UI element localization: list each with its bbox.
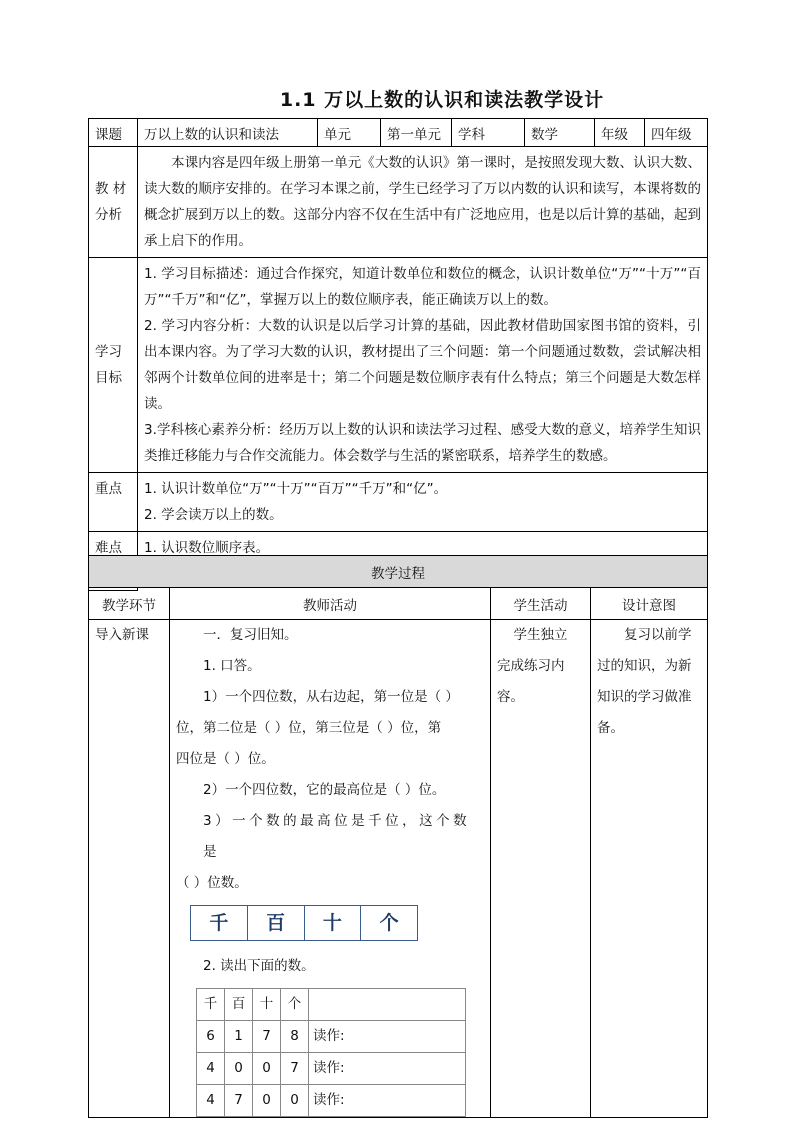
read-table-header	[197, 989, 466, 1021]
unit-label-cell	[318, 119, 381, 147]
teacher-activity-cell	[170, 620, 491, 1118]
intro-row	[89, 620, 708, 1118]
design-intent-cell	[591, 620, 708, 1118]
digit-cell: 4	[197, 1085, 225, 1117]
goals-label-line1: 学习	[95, 344, 122, 360]
goal-item-1: 1. 学习目标描述：通过合作探究，知道计数单位和数位的概念，认识计数单位“万”“十万”“百万”“千万”和“亿”，掌握万以上的数位顺序表，能正确读万以上的数。	[144, 266, 701, 308]
page-title: 1.1 万以上数的认识和读法教学设计	[279, 89, 605, 111]
col-teacher-header: 教师活动	[170, 588, 491, 620]
grade-value-cell	[645, 119, 708, 147]
goals-label-cell	[89, 258, 138, 473]
textbook-analysis-text: 本课内容是四年级上册第一单元《大数的认识》第一课时，是按照发现大数、认识大数、读大数的顺序安排的。在学习本课之前，学生已经学习了万以内数的认识和读写，本课将数的概念扩展到万以上的数。这部分内容不仅在生活中有广泛地应用，也是以后计算的基础，起到承上启下的作用。	[144, 155, 701, 249]
digit-cell: 0	[253, 1053, 281, 1085]
header-row	[89, 119, 708, 147]
digit-cell: 8	[281, 1021, 309, 1053]
topic-label: 课题	[95, 126, 122, 143]
review-heading: 一．复习旧知。	[203, 627, 298, 643]
key-point-2: 2. 学会读万以上的数。	[144, 507, 283, 523]
key-point-1: 1. 认识计数单位“万”“十万”“百万”“千万”和“亿”。	[144, 481, 448, 497]
unit-value-cell	[381, 119, 452, 147]
col-student-header: 学生活动	[491, 588, 591, 620]
process-header-row	[89, 588, 708, 620]
key-points-label: 重点	[95, 481, 122, 497]
textbook-content-cell	[138, 147, 708, 258]
intent-line3: 知识的学习做准	[597, 689, 692, 705]
subject-value-cell	[525, 119, 595, 147]
read-header-cell: 千	[197, 989, 225, 1021]
textbook-label-cell	[89, 147, 138, 258]
grade-label: 年级	[601, 126, 628, 143]
read-numbers-heading: 2. 读出下面的数。	[203, 958, 315, 974]
unit-value: 第一单元	[387, 126, 441, 143]
digit-cell: 7	[225, 1085, 253, 1117]
subject-label: 学科	[458, 126, 485, 143]
read-as-cell[interactable]: 读作:	[309, 1021, 466, 1053]
key-points-row	[89, 473, 708, 532]
col-stage-header: 教学环节	[89, 588, 170, 620]
place-ones: 个	[379, 912, 399, 934]
teaching-process-table	[88, 555, 708, 1118]
process-title: 教学过程	[89, 556, 708, 588]
read-table-row	[197, 1053, 466, 1085]
question-1-line2: 位，第二位是（ ）位，第三位是（ ）位，第	[176, 720, 442, 736]
read-header-cell: 百	[225, 989, 253, 1021]
col-intent-header: 设计意图	[591, 588, 708, 620]
topic-label-cell	[89, 119, 138, 147]
place-thousands: 千	[191, 906, 248, 940]
digit-cell: 0	[225, 1053, 253, 1085]
read-table-row	[197, 1085, 466, 1117]
digit-cell: 4	[197, 1053, 225, 1085]
intent-line2: 过的知识，为新	[597, 658, 692, 674]
key-points-label-cell	[89, 473, 138, 532]
read-header-cell	[309, 989, 466, 1021]
key-points-content-cell	[138, 473, 708, 532]
difficulty-1: 1. 认识数位顺序表。	[144, 540, 270, 556]
oral-answer-heading: 1. 口答。	[203, 658, 261, 674]
topic-value: 万以上数的认识和读法	[144, 126, 279, 143]
goals-row	[89, 258, 708, 473]
student-activity-line2: 完成练习内容。	[497, 658, 565, 705]
digit-cell: 6	[197, 1021, 225, 1053]
goal-item-3: 3.学科核心素养分析：经历万以上数的认识和读法学习过程、感受大数的意义，培养学生知识类推迁移能力与合作交流能力。体会数学与生活的紧密联系，培养学生的数感。	[144, 422, 701, 464]
place-tens: 十	[305, 906, 362, 940]
read-as-cell[interactable]: 读作:	[309, 1085, 466, 1117]
goals-label-line2: 目标	[95, 370, 122, 386]
digit-cell: 7	[281, 1053, 309, 1085]
student-activity-cell	[491, 620, 591, 1118]
read-table-row	[197, 1021, 466, 1053]
subject-value: 数学	[531, 126, 558, 143]
student-activity-line1: 学生独立	[513, 627, 568, 643]
lesson-info-table	[88, 118, 708, 591]
read-header-cell: 十	[253, 989, 281, 1021]
place-value-chart	[190, 905, 418, 941]
digit-cell: 7	[253, 1021, 281, 1053]
unit-label: 单元	[324, 126, 351, 143]
digit-cell: 0	[253, 1085, 281, 1117]
intent-line1: 复习以前学	[624, 627, 692, 643]
difficulties-label: 难点	[95, 540, 122, 556]
question-2: 2）一个四位数，它的最高位是（ ）位。	[203, 782, 446, 798]
read-as-cell[interactable]: 读作:	[309, 1053, 466, 1085]
topic-value-cell	[138, 119, 318, 147]
question-1-line3: 四位是（ ）位。	[176, 751, 275, 767]
textbook-label-line1: 教 材	[95, 181, 127, 197]
stage-cell: 导入新课	[89, 620, 170, 1118]
grade-label-cell	[595, 119, 645, 147]
read-header-cell: 个	[281, 989, 309, 1021]
intent-line4: 备。	[597, 720, 624, 736]
grade-value: 四年级	[651, 126, 692, 143]
goals-content-cell	[138, 258, 708, 473]
digit-cell: 1	[225, 1021, 253, 1053]
question-1-line1: 1）一个四位数，从右边起，第一位是（ ）	[203, 689, 459, 705]
question-3-line1: 3）一个数的最高位是千位，这个数是	[203, 813, 471, 860]
read-numbers-table	[196, 988, 466, 1117]
textbook-label-line2: 分析	[95, 207, 122, 223]
subject-label-cell	[452, 119, 525, 147]
goal-item-2: 2. 学习内容分析：大数的认识是以后学习计算的基础，因此教材借助国家图书馆的资料，引出本课内容。为了学习大数的认识，教材提出了三个问题：第一个问题通过数数，尝试解决相邻两个计数单位间的进率是十；第二个问题是数位顺序表有什么特点；第三个问题是大数怎样读。	[144, 318, 701, 412]
textbook-row	[89, 147, 708, 258]
place-hundreds: 百	[248, 906, 305, 940]
question-3-line2: （ ）位数。	[176, 875, 248, 891]
digit-cell: 0	[281, 1085, 309, 1117]
